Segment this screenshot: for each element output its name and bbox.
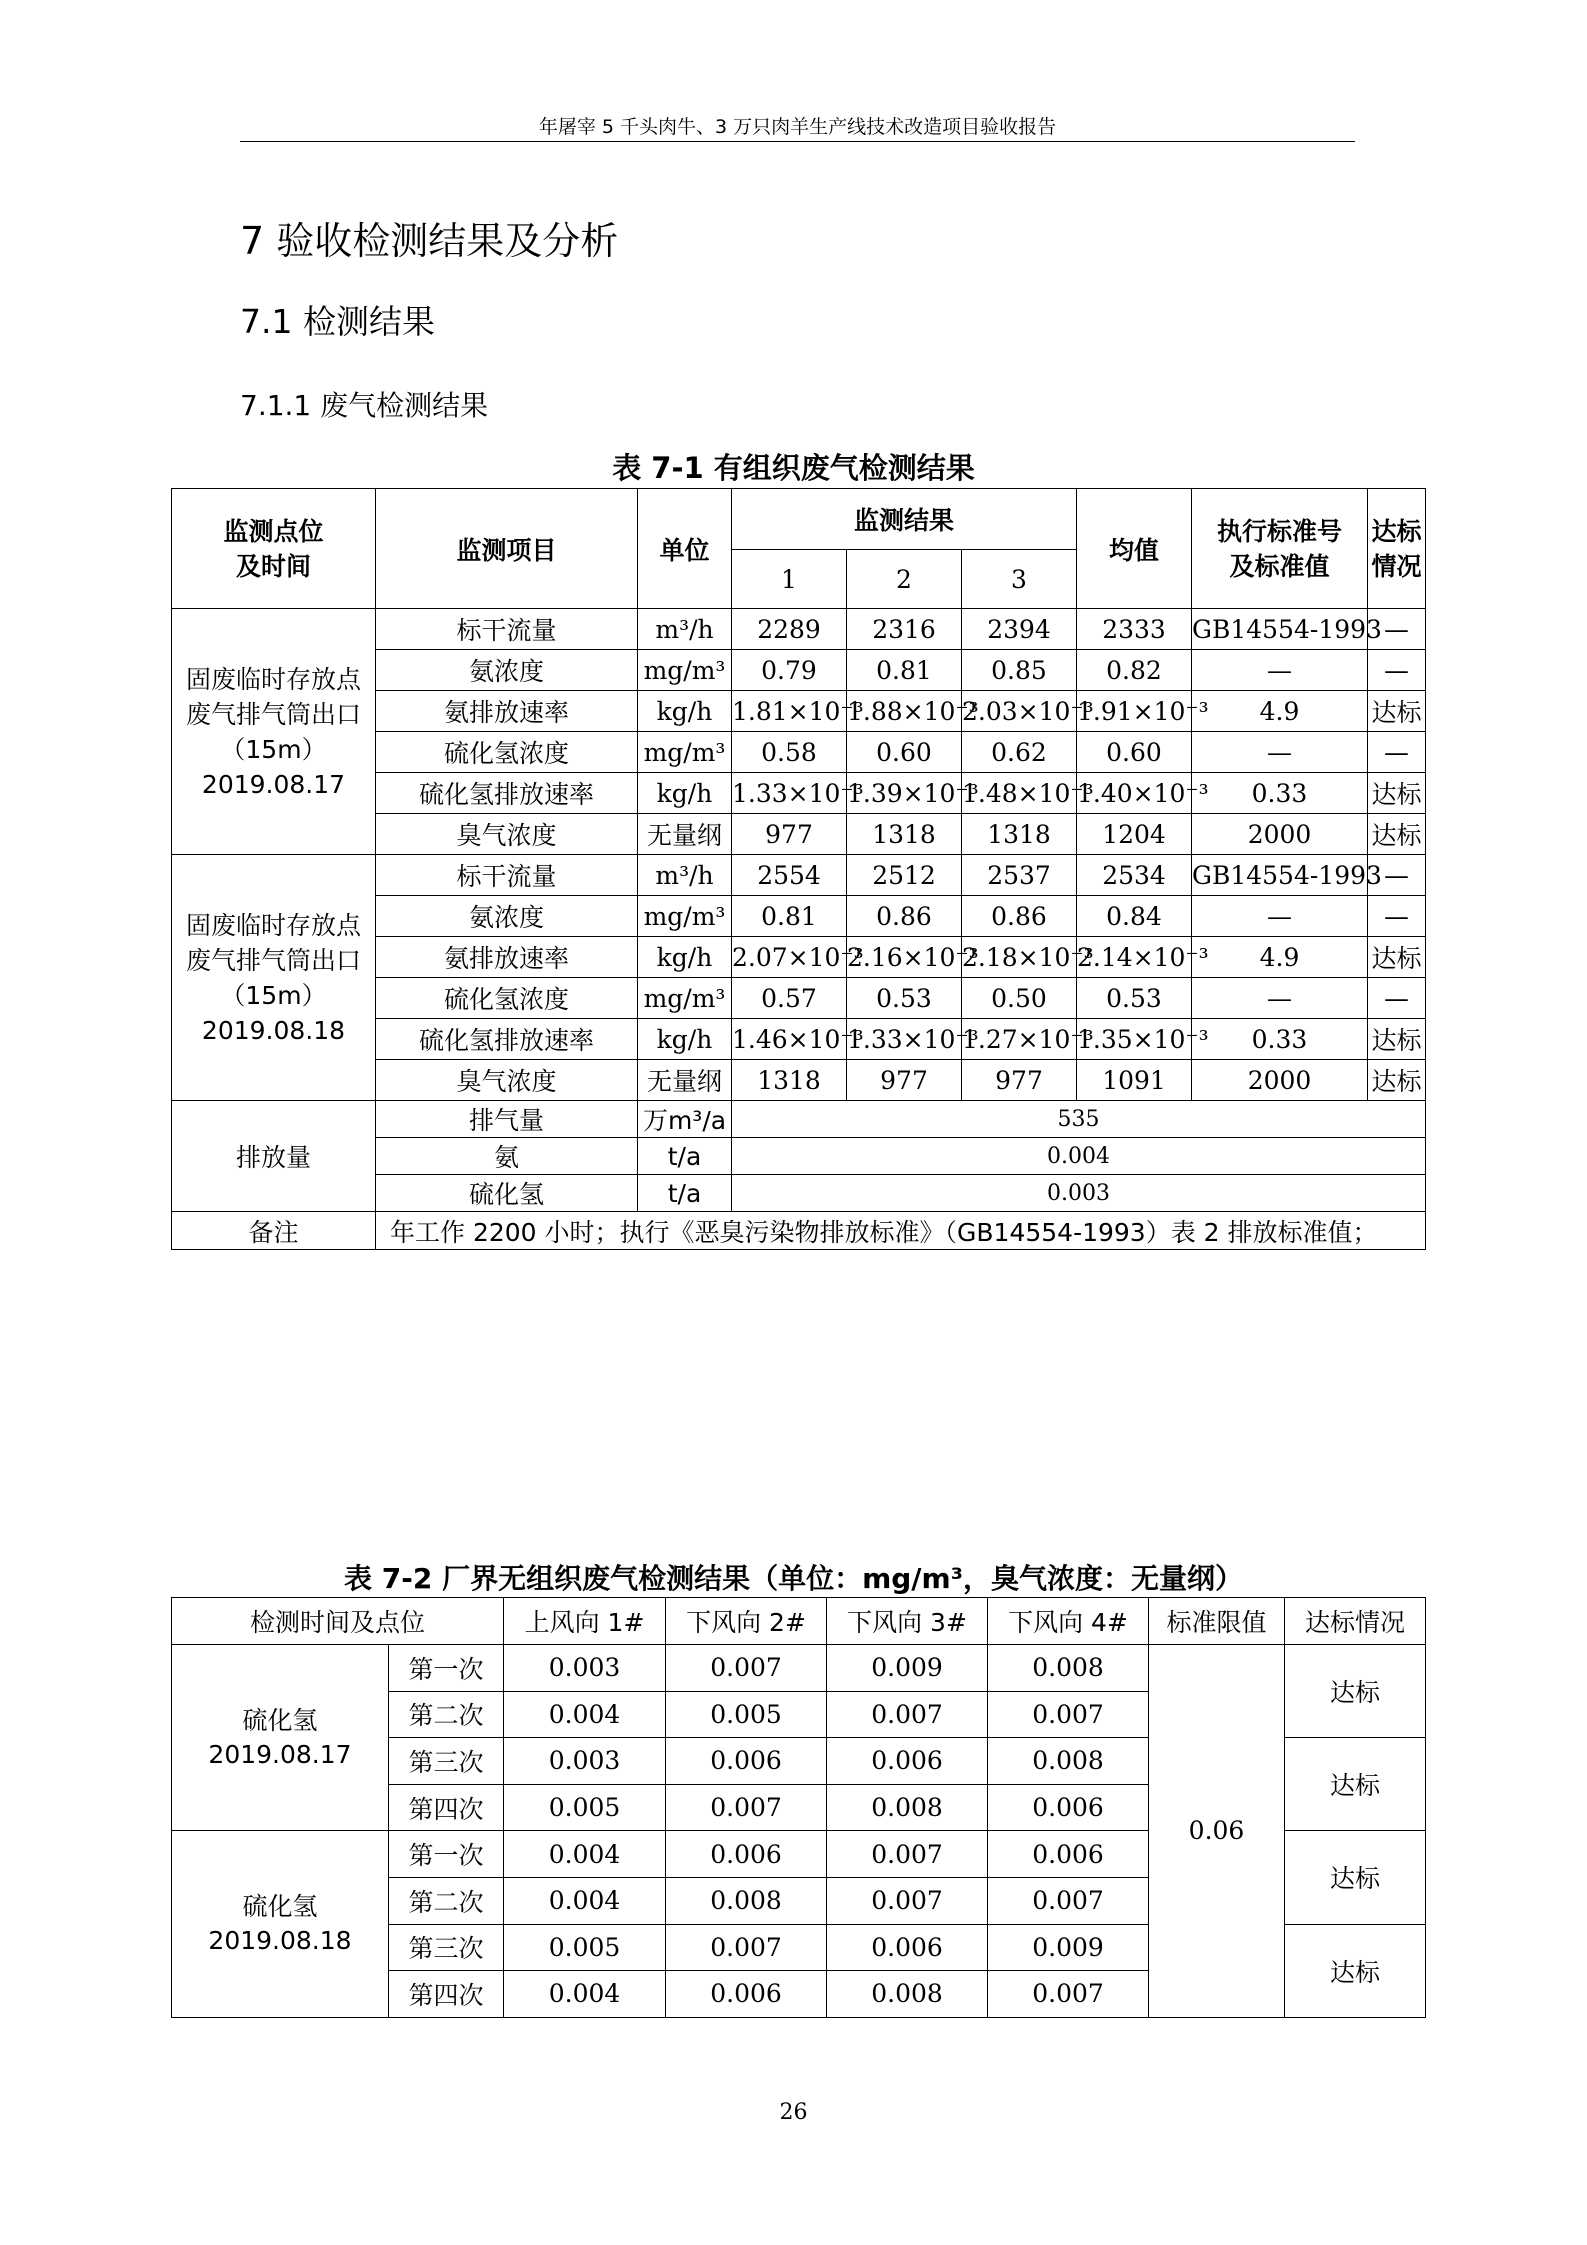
value-cell: 0.006 [666,1971,827,2018]
value-cell: 0.82 [1077,650,1192,691]
round-cell: 第三次 [389,1924,504,1971]
group-label [172,1645,389,1831]
header-p4: 下风向 4# [988,1598,1149,1645]
value-cell: 0.004 [504,1831,666,1878]
limit-cell: 0.06 [1149,1645,1285,2018]
unit-cell: mg/m³ [638,978,732,1019]
value-cell: 0.003 [504,1738,666,1785]
header-point-time: 监测点位 及时间 [172,489,376,609]
item-cell: 排气量 [376,1101,638,1138]
value-cell: 1318 [962,814,1077,855]
compliance-cell: — [1368,732,1426,773]
item-cell: 氨浓度 [376,896,638,937]
point-line: 2019.08.17 [201,769,346,799]
value-cell: 0.57 [732,978,847,1019]
compliance-cell: 达标 [1368,1060,1426,1101]
value-cell: 1.81×10⁻³ [732,691,847,732]
value-cell: 2554 [732,855,847,896]
point-cell [172,855,376,1101]
item-cell: 硫化氢排放速率 [376,1019,638,1060]
value-cell: 1318 [847,814,962,855]
value-cell: 0.006 [988,1784,1149,1831]
compliance-cell: — [1368,609,1426,650]
item-cell: 硫化氢 [376,1175,638,1212]
table-row [172,855,1426,896]
point-line: （15m） [220,980,327,1010]
value-cell: 0.004 [504,1877,666,1924]
page-number: 26 [779,2100,808,2125]
round-cell: 第四次 [389,1971,504,2018]
group-label-line: 硫化氢 [242,1892,318,1922]
value-cell: 0.007 [827,1691,988,1738]
item-cell: 硫化氢浓度 [376,978,638,1019]
compliance-cell: 达标 [1368,814,1426,855]
standard-cell: GB14554-1993 [1192,855,1368,896]
value-cell: 0.86 [962,896,1077,937]
point-line: 2019.08.18 [201,1015,346,1045]
chapter-heading: 7 验收检测结果及分析 [240,219,619,263]
value-cell: 0.007 [988,1877,1149,1924]
unit-cell: mg/m³ [638,896,732,937]
value-cell: 1091 [1077,1060,1192,1101]
point-line: 废气排气筒出口 [185,699,361,729]
value-cell: 2316 [847,609,962,650]
point-cell [172,609,376,855]
point-line: 固废临时存放点 [185,910,361,940]
standard-cell: — [1192,732,1368,773]
header-mean: 均值 [1077,489,1192,609]
point-line: 废气排气筒出口 [185,945,361,975]
header-item: 监测项目 [376,489,638,609]
value-cell: 1.39×10⁻³ [847,773,962,814]
running-header: 年屠宰 5 千头肉牛、3 万只肉羊生产线技术改造项目验收报告 [538,116,1057,138]
value-cell: 1.33×10⁻³ [732,773,847,814]
compliance-cell: 达标 [1285,1645,1426,1738]
compliance-cell: 达标 [1285,1738,1426,1831]
value-cell: 0.53 [847,978,962,1019]
value-cell: 0.007 [827,1831,988,1878]
value-cell: 0.62 [962,732,1077,773]
item-cell: 标干流量 [376,609,638,650]
emission-value: 535 [732,1101,1426,1138]
round-cell: 第一次 [389,1645,504,1692]
header-r2: 2 [847,550,962,609]
value-cell: 0.006 [827,1924,988,1971]
value-cell: 1204 [1077,814,1192,855]
value-cell: 977 [962,1060,1077,1101]
section-heading: 7.1 检测结果 [240,302,435,341]
value-cell: 0.007 [988,1691,1149,1738]
header-compliance: 达标 情况 [1368,489,1426,609]
compliance-cell: — [1368,855,1426,896]
value-cell: 0.003 [504,1645,666,1692]
header-results: 监测结果 [732,489,1077,550]
unit-cell: 无量纲 [638,814,732,855]
item-cell: 氨 [376,1138,638,1175]
value-cell: 2333 [1077,609,1192,650]
value-cell: 0.005 [666,1691,827,1738]
value-cell: 0.007 [988,1971,1149,2018]
item-cell: 标干流量 [376,855,638,896]
compliance-cell: 达标 [1368,1019,1426,1060]
item-cell: 臭气浓度 [376,814,638,855]
value-cell: 0.81 [847,650,962,691]
point-line: （15m） [220,734,327,764]
value-cell: 0.009 [827,1645,988,1692]
value-cell: 0.50 [962,978,1077,1019]
compliance-cell: 达标 [1368,691,1426,732]
header-r1: 1 [732,550,847,609]
value-cell: 0.007 [666,1784,827,1831]
value-cell: 0.85 [962,650,1077,691]
group-label-line: 硫化氢 [242,1705,318,1735]
group-label-line: 2019.08.18 [208,1926,352,1956]
value-cell: 0.004 [504,1971,666,2018]
value-cell: 0.008 [827,1784,988,1831]
standard-cell: 0.33 [1192,1019,1368,1060]
standard-cell: 2000 [1192,814,1368,855]
value-cell: 0.006 [988,1831,1149,1878]
note-text: 年工作 2200 小时；执行《恶臭污染物排放标准》（GB14554-1993）表 2 排放标准值； [376,1212,1426,1250]
table-row [172,1645,1426,1692]
value-cell: 0.006 [666,1738,827,1785]
value-cell: 0.79 [732,650,847,691]
value-cell: 1.46×10⁻³ [732,1019,847,1060]
value-cell: 2.16×10⁻³ [847,937,962,978]
value-cell: 0.004 [504,1691,666,1738]
value-cell: 2289 [732,609,847,650]
compliance-cell: — [1368,650,1426,691]
value-cell: 0.53 [1077,978,1192,1019]
point-line: 固废临时存放点 [185,664,361,694]
table1-caption: 表 7-1 有组织废气检测结果 [612,451,975,485]
value-cell: 0.008 [666,1877,827,1924]
value-cell: 0.009 [988,1924,1149,1971]
value-cell: 2537 [962,855,1077,896]
unit-cell: 万m³/a [638,1101,732,1138]
value-cell: 0.008 [988,1645,1149,1692]
item-cell: 氨排放速率 [376,937,638,978]
table-row [172,1212,1426,1250]
standard-cell: 0.33 [1192,773,1368,814]
value-cell: 1318 [732,1060,847,1101]
value-cell: 977 [732,814,847,855]
value-cell: 0.008 [827,1971,988,2018]
value-cell: 2.14×10⁻³ [1077,937,1192,978]
unit-cell: m³/h [638,609,732,650]
header-p3: 下风向 3# [827,1598,988,1645]
value-cell: 0.007 [827,1877,988,1924]
standard-cell: — [1192,650,1368,691]
subsection-heading: 7.1.1 废气检测结果 [240,389,489,422]
value-cell: 0.007 [666,1645,827,1692]
value-cell: 0.005 [504,1784,666,1831]
header-limit: 标准限值 [1149,1598,1285,1645]
compliance-cell: — [1368,978,1426,1019]
value-cell: 2.07×10⁻³ [732,937,847,978]
standard-cell: 4.9 [1192,937,1368,978]
value-cell: 0.81 [732,896,847,937]
compliance-cell: 达标 [1285,1831,1426,1924]
value-cell: 1.91×10⁻³ [1077,691,1192,732]
item-cell: 臭气浓度 [376,1060,638,1101]
header-p2: 下风向 2# [666,1598,827,1645]
header-rule [240,141,1355,142]
header-time-point: 检测时间及点位 [172,1598,504,1645]
standard-cell: GB14554-1993 [1192,609,1368,650]
item-cell: 硫化氢浓度 [376,732,638,773]
group-label-line: 2019.08.17 [208,1739,352,1769]
value-cell: 0.006 [666,1831,827,1878]
round-cell: 第一次 [389,1831,504,1878]
unit-cell: t/a [638,1175,732,1212]
value-cell: 2512 [847,855,962,896]
header-p1: 上风向 1# [504,1598,666,1645]
value-cell: 0.60 [847,732,962,773]
unit-cell: 无量纲 [638,1060,732,1101]
group-label [172,1831,389,2017]
table2-fugitive-exhaust [171,1597,1426,2018]
table-row [172,1101,1426,1138]
compliance-cell: 达标 [1368,773,1426,814]
item-cell: 氨排放速率 [376,691,638,732]
value-cell: 1.33×10⁻³ [847,1019,962,1060]
table-row [172,609,1426,650]
value-cell: 0.008 [988,1738,1149,1785]
unit-cell: mg/m³ [638,650,732,691]
value-cell: 2.18×10⁻³ [962,937,1077,978]
header-unit: 单位 [638,489,732,609]
unit-cell: m³/h [638,855,732,896]
value-cell: 1.40×10⁻³ [1077,773,1192,814]
standard-cell: 2000 [1192,1060,1368,1101]
emission-label: 排放量 [172,1101,376,1212]
value-cell: 2534 [1077,855,1192,896]
header-standard: 执行标准号 及标准值 [1192,489,1368,609]
value-cell: 1.48×10⁻³ [962,773,1077,814]
value-cell: 0.86 [847,896,962,937]
table2-caption: 表 7-2 厂界无组织废气检测结果（单位：mg/m³，臭气浓度：无量纲） [344,1562,1243,1595]
emission-value: 0.004 [732,1138,1426,1175]
compliance-cell: — [1368,896,1426,937]
value-cell: 0.007 [666,1924,827,1971]
value-cell: 0.58 [732,732,847,773]
header-ok: 达标情况 [1285,1598,1426,1645]
item-cell: 硫化氢排放速率 [376,773,638,814]
unit-cell: t/a [638,1138,732,1175]
standard-cell: 4.9 [1192,691,1368,732]
standard-cell: — [1192,978,1368,1019]
unit-cell: kg/h [638,691,732,732]
unit-cell: kg/h [638,773,732,814]
value-cell: 0.84 [1077,896,1192,937]
round-cell: 第二次 [389,1877,504,1924]
value-cell: 2394 [962,609,1077,650]
table1-organized-exhaust [171,488,1426,1250]
value-cell: 1.27×10⁻³ [962,1019,1077,1060]
header-r3: 3 [962,550,1077,609]
item-cell: 氨浓度 [376,650,638,691]
value-cell: 977 [847,1060,962,1101]
compliance-cell: 达标 [1368,937,1426,978]
round-cell: 第二次 [389,1691,504,1738]
standard-cell: — [1192,896,1368,937]
round-cell: 第四次 [389,1784,504,1831]
compliance-cell: 达标 [1285,1924,1426,2017]
unit-cell: kg/h [638,1019,732,1060]
value-cell: 0.006 [827,1738,988,1785]
round-cell: 第三次 [389,1738,504,1785]
unit-cell: mg/m³ [638,732,732,773]
unit-cell: kg/h [638,937,732,978]
value-cell: 2.03×10⁻³ [962,691,1077,732]
value-cell: 0.005 [504,1924,666,1971]
value-cell: 1.35×10⁻³ [1077,1019,1192,1060]
value-cell: 0.60 [1077,732,1192,773]
emission-value: 0.003 [732,1175,1426,1212]
note-label: 备注 [172,1212,376,1250]
value-cell: 1.88×10⁻³ [847,691,962,732]
